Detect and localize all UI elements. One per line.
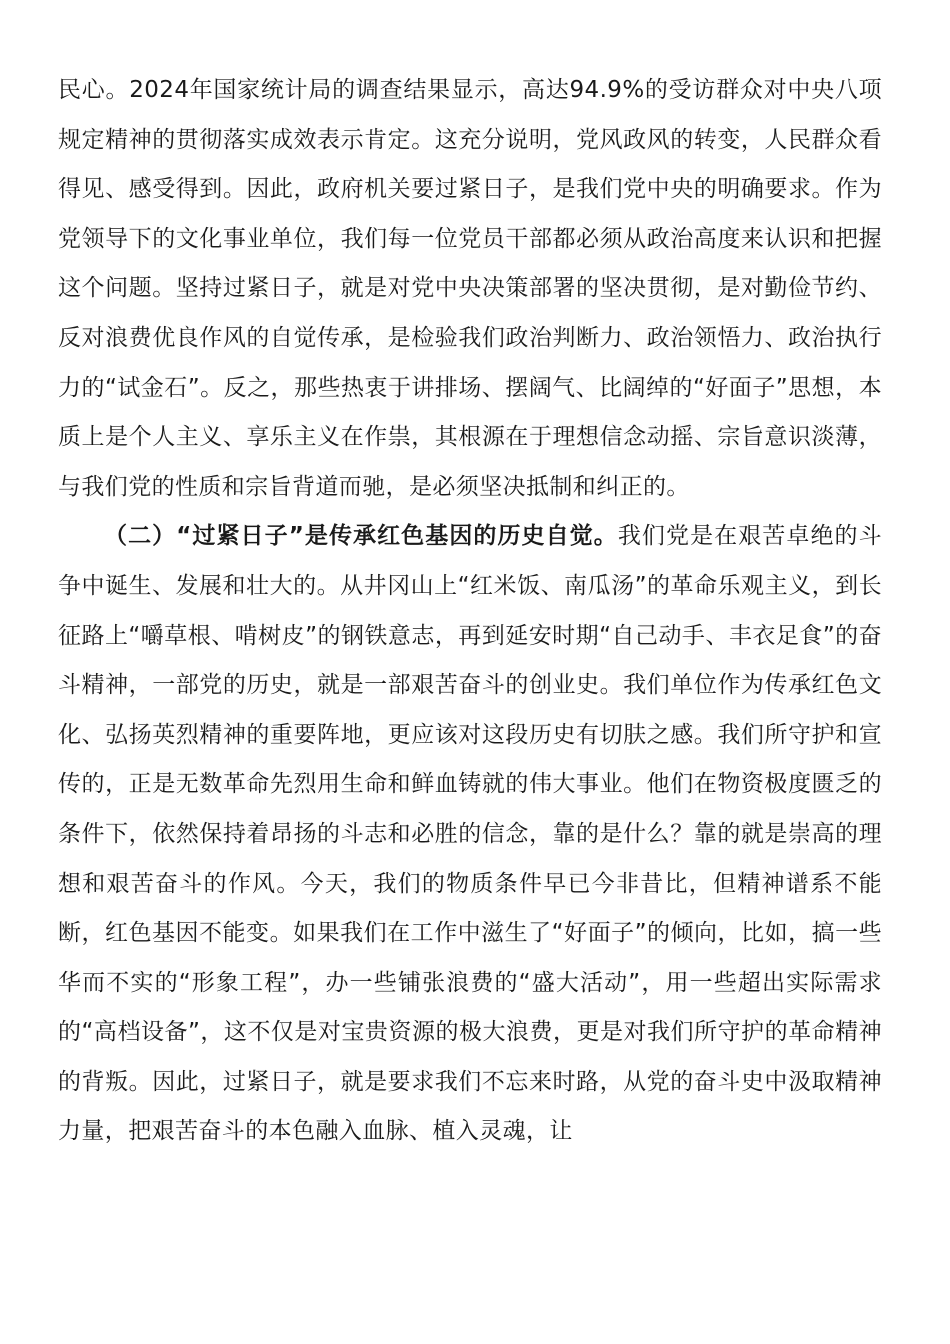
section-2-heading: （二）“过紧日子”是传承红色基因的历史自觉。 <box>104 523 618 550</box>
section-2-body: 我们党是在艰苦卓绝的斗争中诞生、发展和壮大的。从井冈山上“红米饭、南瓜汤”的革命乐观主义，到长征路上“嚼草根、啃树皮”的钢铁意志，再到延安时期“自己动手、丰衣足食”的奋斗精神，一部党的历史，就是一部艰苦奋斗的创业史。我们单位作为传承红色文化、弘扬英烈精神的重要阵地，更应该对这段历史有切肤之感。我们所守护和宣传的，正是无数革命先烈用生命和鲜血铸就的伟大事业。他们在物资极度匮乏的条件下，依然保持着昂扬的斗志和必胜的信念，靠的是什么？靠的就是崇高的理想和艰苦奋斗的作风。今天，我们的物质条件早已今非昔比，但精神谱系不能断，红色基因不能变。如果我们在工作中滋生了“好面子”的倾向，比如，搞一些华而不实的“形象工程”，办一些铺张浪费的“盛大活动”，用一些超出实际需求的“高档设备”，这不仅是对宝贵资源的极大浪费，更是对我们所守护的革命精神的背叛。因此，过紧日子，就是要求我们不忘来时路，从党的奋斗史中汲取精神力量，把艰苦奋斗的本色融入血脉、植入灵魂，让 <box>58 523 882 1145</box>
section-2-paragraph <box>58 512 882 1157</box>
paragraph-continuation: 民心。2024年国家统计局的调查结果显示，高达94.9%的受访群众对中央八项规定精神的贯彻落实成效表示肯定。这充分说明，党风政风的转变，人民群众看得见、感受得到。因此，政府机关要过紧日子，是我们党中央的明确要求。作为党领导下的文化事业单位，我们每一位党员干部都必须从政治高度来认识和把握这个问题。坚持过紧日子，就是对党中央决策部署的坚决贯彻，是对勤俭节约、反对浪费优良作风的自觉传承，是检验我们政治判断力、政治领悟力、政治执行力的“试金石”。反之，那些热衷于讲排场、摆阔气、比阔绰的“好面子”思想，本质上是个人主义、享乐主义在作祟，其根源在于理想信念动摇、宗旨意识淡薄，与我们党的性质和宗旨背道而驰，是必须坚决抵制和纠正的。 <box>58 77 882 500</box>
document-body <box>58 66 882 1157</box>
